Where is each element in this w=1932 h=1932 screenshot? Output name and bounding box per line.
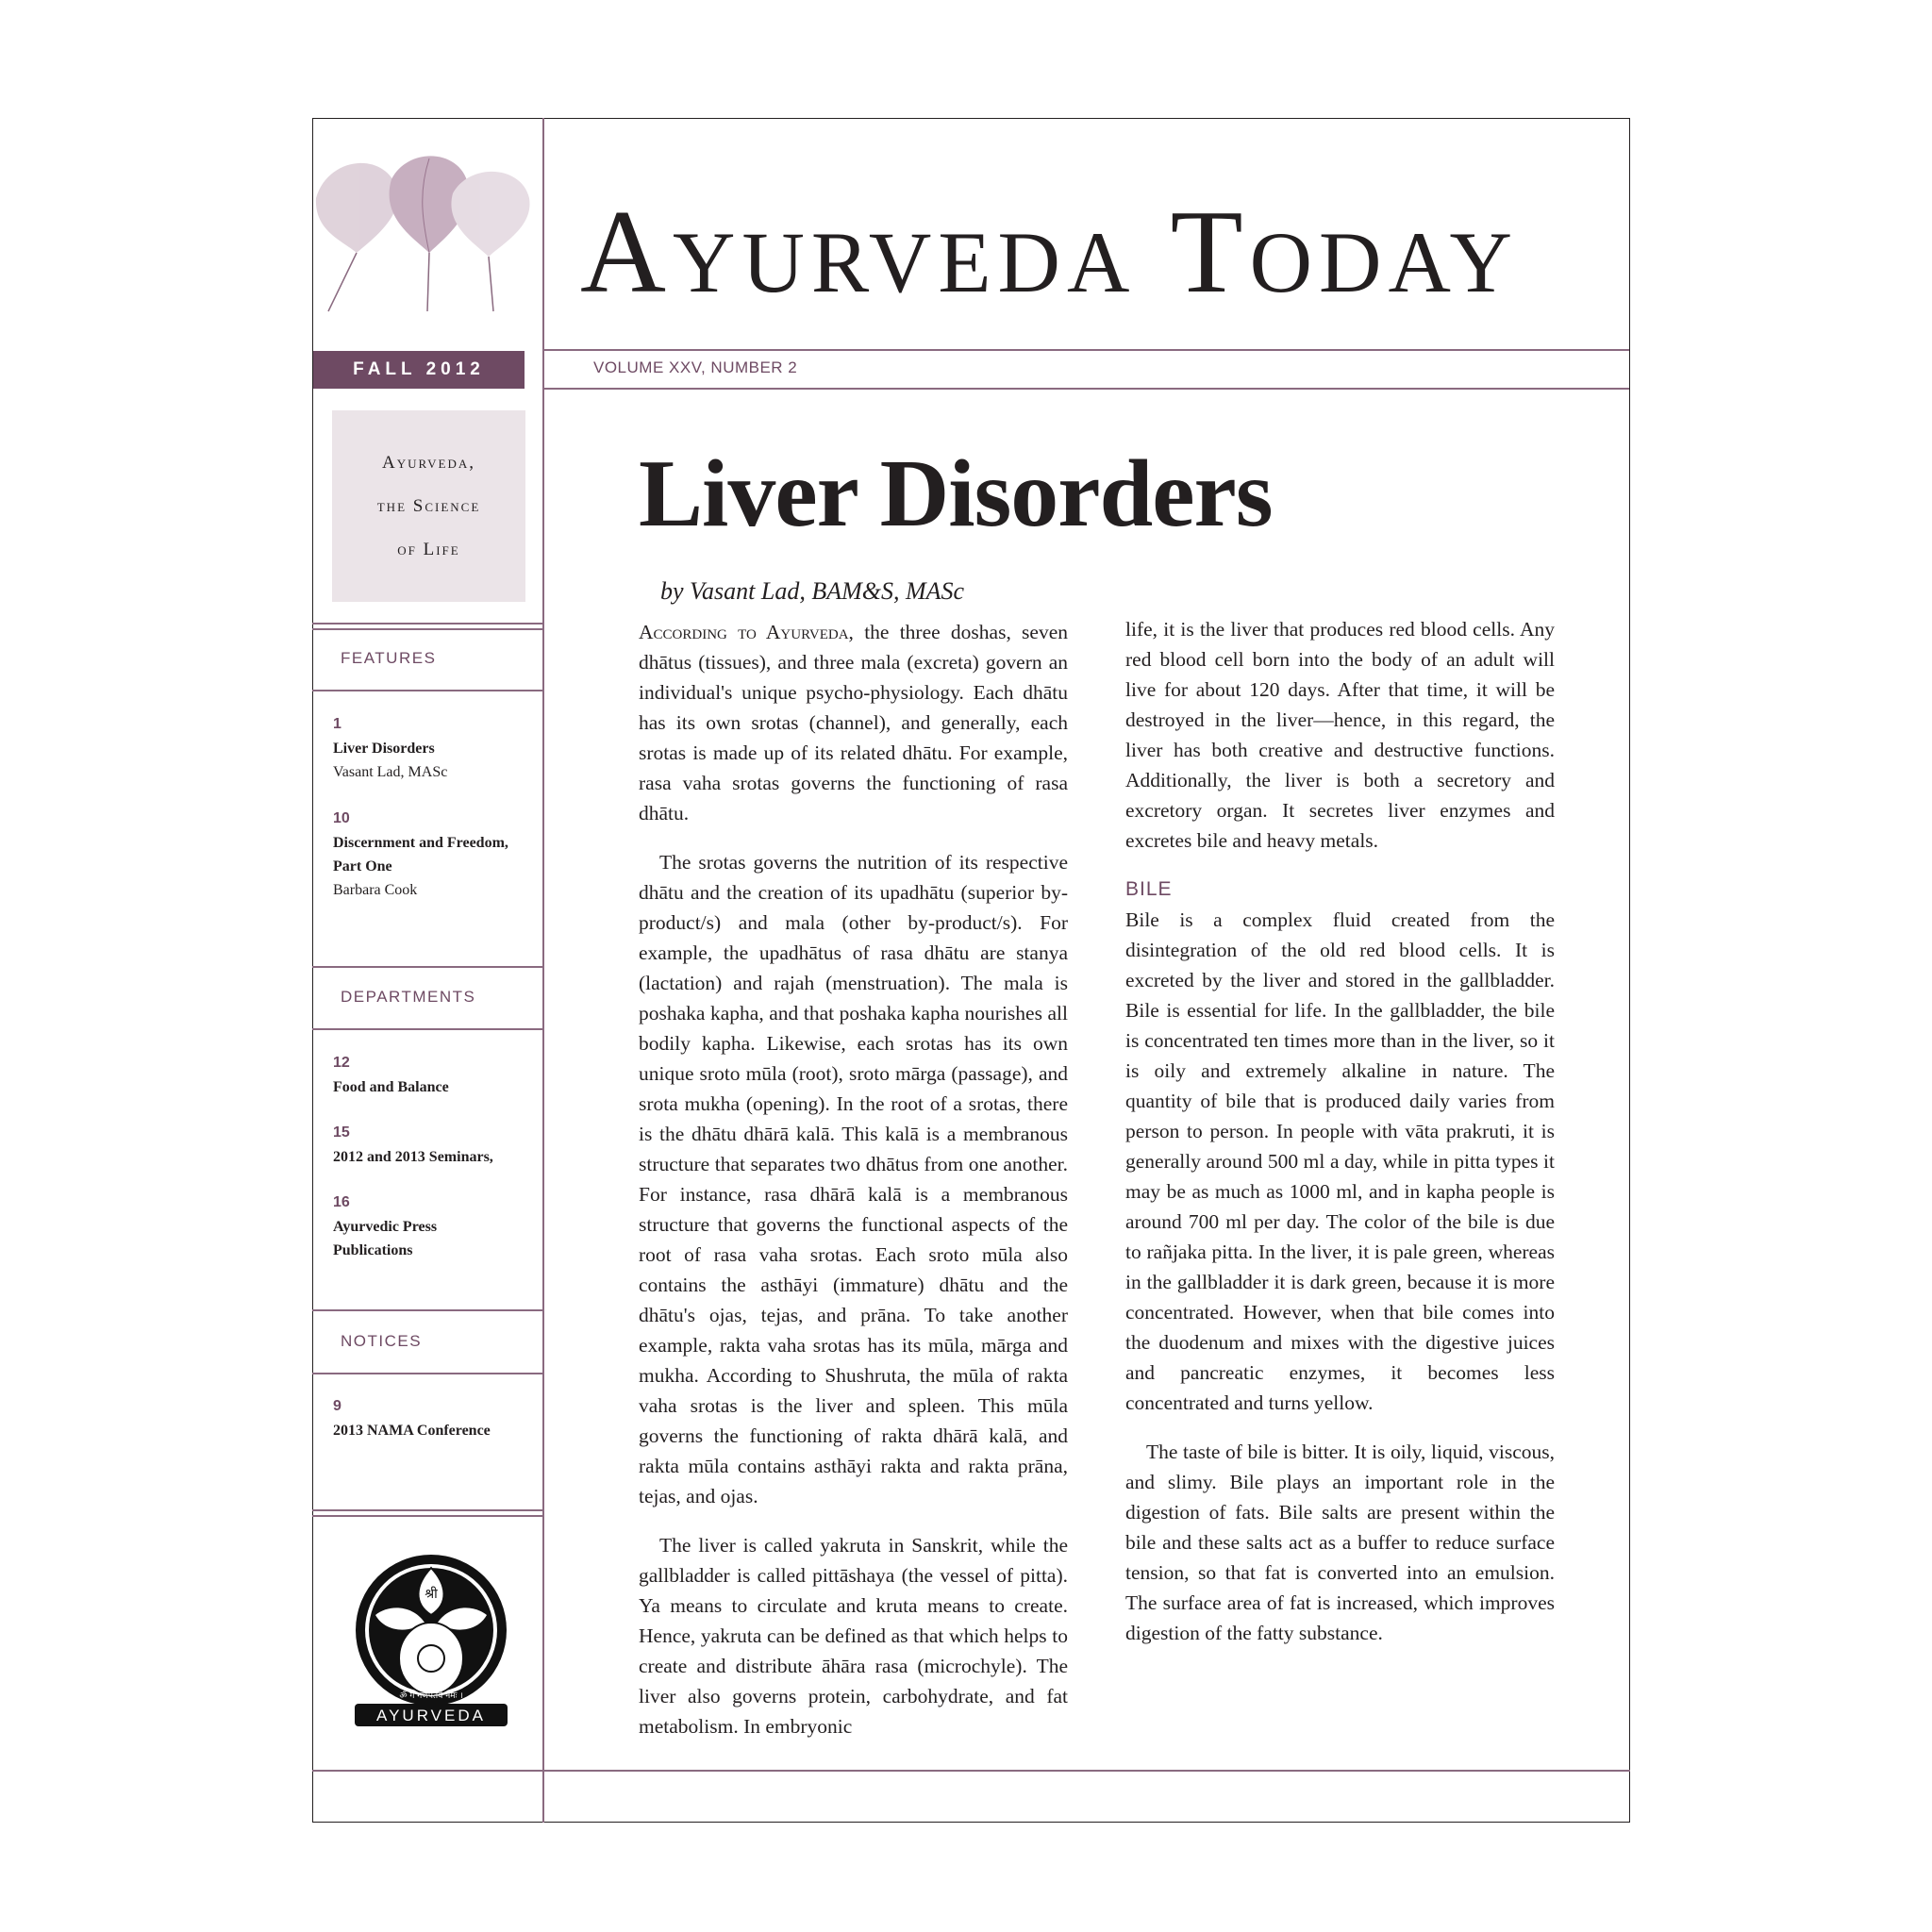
toc-title: Discernment and Freedom, Part One [333,835,508,874]
volume-label: VOLUME XXV, NUMBER 2 [593,358,798,376]
paragraph: Bile is a complex fluid created from the disintegration of the old red blood cells. It is excreted by the liver and stored in the gallbladder. Bile is essential for life. In the gallbladder, the bile is concentrated ten times more than in the liver, so it is oily and extremely alkaline in nature. The quantity of bile that is produced daily varies from person to person. In people with vāta prakruti, it is generally around 500 ml a day, while in pitta types it may be as much as 1000 ml, and in kapha people is around 700 ml per day. The color of the bile is due to rañjaka pitta. In the liver, it is pale green, whereas in the gallbladder it is dark green, because it is more concentrated. However, when that bile comes into the duodenum and mixes with the digestive juices and pancreatic enzymes, it becomes less concentrated and turns yellow. [1125,908,1555,1414]
page-number: 1 [333,716,341,732]
toc-entry[interactable] [333,1191,536,1262]
masthead-rule-top [543,349,1629,351]
toc-title: 2012 and 2013 Seminars, [333,1149,493,1165]
departments-label: DEPARTMENTS [341,988,476,1006]
ayurveda-logo [347,1547,515,1736]
sidebar-rule [312,690,542,691]
season-label: FALL 2012 [313,351,525,389]
sidebar-rule [312,628,542,630]
toc-title: 2013 NAMA Conference [333,1423,491,1439]
sidebar-rule [312,1509,542,1511]
footer-rule [312,1770,1630,1772]
tagline-line: of Life [397,539,460,559]
paragraph: life, it is the liver that produces red blood cells. Any red blood cell born into the body of an adult will live for about 120 days. After that time, it will be destroyed in the liver—hence, in this regard, the liver has both creative and destructive functions. Additionally, the liver is both a secretory and excretory organ. It secretes liver enzymes and excretes bile and heavy metals. [1125,618,1555,852]
article-title: Liver Disorders [639,441,1273,547]
toc-entry[interactable] [333,807,536,902]
notices-list [333,1394,536,1465]
article-column-2 [1125,614,1555,1667]
section-heading: BILE [1125,878,1173,900]
paragraph: The srotas governs the nutrition of its respective dhātu and the creation of its upadhātu (superior by-product/s) and mala (other by-product/s). For example, the upadhātus of rasa dhātu are stanya (lactation) and rajah (menstruation). The mala is poshaka kapha, and that poshaka kapha nourishes all bodily kapha. Likewise, each srotas has its own unique sroto mūla (root), sroto mārga (passage), and srota mukha (opening). In the root of a srotas, there is the dhātu dhārā kalā. This kalā is a membranous structure that separates two dhātus from one another. For instance, rasa dhārā kalā is a membranous structure that governs the functional aspects of the root of rasa vaha srotas. Each sroto mūla also contains the asthāyi (immature) dhātu and the dhātu's ojas, tejas, and prāna. To take another example, rakta vaha srotas has its mūla, mārga and mukha. According to Shushruta, the mūla of rakta vaha srotas is the liver and spleen. This mūla governs the functioning of rakta dhārā kalā, and rakta mūla contains asthāyi rakta and rakta prāna, tejas, and ojas. [639,851,1068,1507]
toc-title: Liver Disorders [333,741,435,757]
page-number: 12 [333,1055,350,1071]
masthead-rule-bottom [543,388,1629,390]
page-number: 15 [333,1124,350,1141]
article-byline: by Vasant Lad, BAM&S, MASc [660,577,965,605]
toc-entry[interactable] [333,712,536,784]
toc-author: Vasant Lad, MASc [333,764,448,780]
toc-entry[interactable] [333,1121,536,1169]
logo-text: AYURVEDA [376,1707,486,1724]
toc-title: Ayurvedic Press Publications [333,1219,438,1258]
page-number: 16 [333,1194,350,1210]
sidebar-rule [312,1309,542,1311]
tagline-line: the Science [376,495,481,516]
sidebar-rule [312,623,542,625]
features-list [333,712,536,924]
logo-shri: श्री [425,1587,438,1602]
leaves-illustration [314,151,541,321]
leaf-icon [316,163,398,253]
toc-title: Food and Balance [333,1079,449,1095]
sidebar-rule [312,1373,542,1374]
logo-mantra: ॐ गं गणपतये नमः । [399,1691,463,1701]
leaf-icon [451,172,529,257]
features-label: FEATURES [341,649,437,667]
sidebar-divider [542,118,544,1823]
toc-entry[interactable] [333,1051,536,1099]
departments-list [333,1051,536,1285]
article-column-1 [639,617,1068,1760]
page-number: 10 [333,810,350,826]
notices-label: NOTICES [341,1332,423,1350]
toc-author: Barbara Cook [333,882,418,898]
sidebar-rule [312,1515,542,1517]
paragraph: The liver is called yakruta in Sanskrit, while the gallbladder is called pittāshaya (the vessel of pitta). Ya means to circulate and kruta means to create. Hence, yakruta can be defined as that which helps to create and distribute āhāra rasa (microchyle). The liver also governs protein, carbohydrate, and fat metabolism. In embryonic [639,1534,1068,1738]
paragraph: The taste of bile is bitter. It is oily, liquid, viscous, and slimy. Bile plays an important role in the digestion of fats. Bile salts are present within the bile and these salts act as a buffer to reduce surface tension, so that fat is converted into an emulsion. The surface area of fat is increased, which improves digestion of the fatty substance. [1125,1441,1555,1644]
toc-entry[interactable] [333,1394,536,1442]
sidebar-rule [312,1028,542,1030]
tagline-line: Ayurveda, [382,452,475,473]
lead-in: According to Ayurveda, [639,621,854,643]
masthead-title: AYURVEDA TODAY [580,187,1519,318]
paragraph-text: the three doshas, seven dhātus (tissues), and three mala (excreta) govern an individual's unique psycho-physiology. Each dhātu has its own srotas (channel), and generally, each srotas is made up of its related dhātu. For example, rasa vaha srotas governs the functioning of rasa dhātu. [639,621,1069,824]
page-number: 9 [333,1398,341,1414]
tagline-box [332,410,525,602]
paragraph [639,617,1068,828]
sidebar-rule [312,966,542,968]
